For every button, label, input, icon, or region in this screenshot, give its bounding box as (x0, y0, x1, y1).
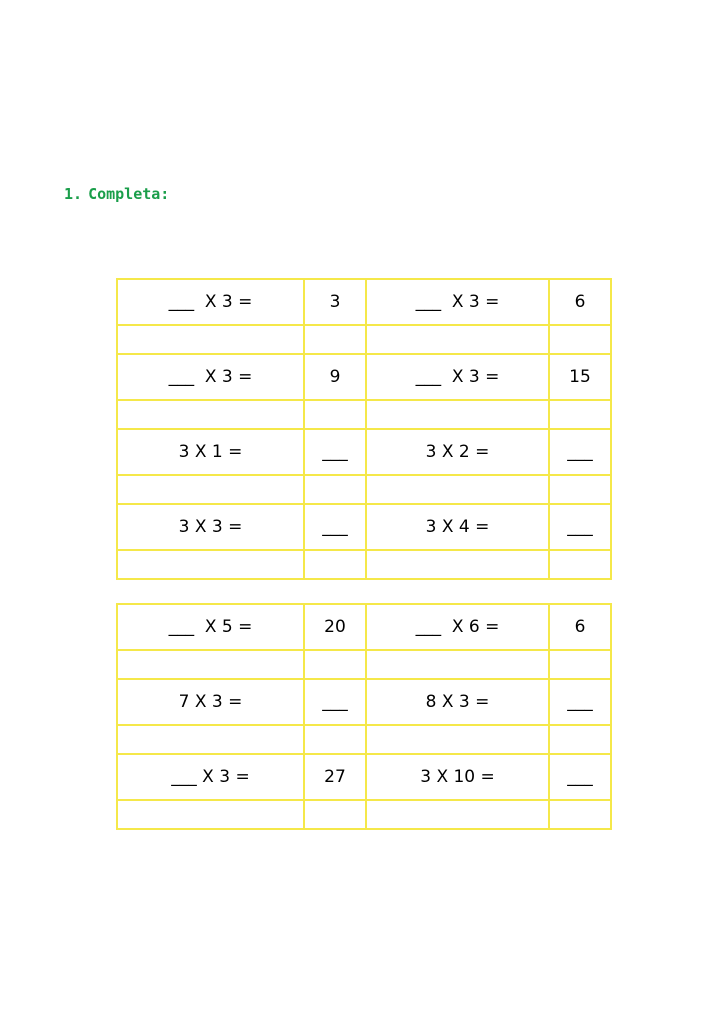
expression-cell: ___ X 6 = (366, 604, 549, 650)
answer-cell: ___ (549, 679, 611, 725)
empty-cell (117, 725, 304, 754)
table-row (117, 354, 611, 400)
empty-cell (366, 800, 549, 829)
expression-cell: 3 X 4 = (366, 504, 549, 550)
empty-cell (117, 800, 304, 829)
spacer-row (117, 325, 611, 354)
multiplication-table-1 (116, 278, 612, 580)
empty-cell (549, 400, 611, 429)
empty-cell (117, 550, 304, 579)
spacer-row (117, 725, 611, 754)
table-row (117, 604, 611, 650)
table-row (117, 679, 611, 725)
spacer-row (117, 475, 611, 504)
empty-cell (117, 475, 304, 504)
expression-cell: ___ X 3 = (117, 279, 304, 325)
expression-cell: ___ X 3 = (366, 279, 549, 325)
empty-cell (304, 800, 366, 829)
empty-cell (366, 325, 549, 354)
empty-cell (549, 475, 611, 504)
empty-cell (549, 325, 611, 354)
table-row (117, 754, 611, 800)
answer-cell: 15 (549, 354, 611, 400)
answer-cell: 27 (304, 754, 366, 800)
answer-cell: 9 (304, 354, 366, 400)
expression-cell: 3 X 2 = (366, 429, 549, 475)
empty-cell (117, 325, 304, 354)
empty-cell (304, 725, 366, 754)
spacer-row (117, 400, 611, 429)
empty-cell (117, 400, 304, 429)
empty-cell (366, 725, 549, 754)
empty-cell (117, 650, 304, 679)
exercise-number: 1. (64, 185, 83, 203)
answer-cell: ___ (549, 429, 611, 475)
answer-cell: 20 (304, 604, 366, 650)
spacer-row (117, 650, 611, 679)
expression-cell: 8 X 3 = (366, 679, 549, 725)
empty-cell (366, 400, 549, 429)
empty-cell (549, 725, 611, 754)
empty-cell (366, 550, 549, 579)
expression-cell: ___ X 3 = (366, 354, 549, 400)
empty-cell (304, 475, 366, 504)
exercise-heading (64, 185, 169, 203)
empty-cell (304, 650, 366, 679)
table-row (117, 504, 611, 550)
answer-cell: 3 (304, 279, 366, 325)
empty-cell (304, 325, 366, 354)
empty-cell (304, 550, 366, 579)
expression-cell: 7 X 3 = (117, 679, 304, 725)
empty-cell (549, 800, 611, 829)
exercise-label: Completa: (88, 185, 170, 203)
empty-cell (304, 400, 366, 429)
empty-cell (366, 650, 549, 679)
empty-cell (549, 550, 611, 579)
table-row (117, 429, 611, 475)
expression-cell: 3 X 3 = (117, 504, 304, 550)
answer-cell: ___ (549, 754, 611, 800)
answer-cell: ___ (304, 504, 366, 550)
table-row (117, 279, 611, 325)
expression-cell: ___ X 3 = (117, 354, 304, 400)
answer-cell: 6 (549, 279, 611, 325)
empty-cell (549, 650, 611, 679)
answer-cell: ___ (549, 504, 611, 550)
answer-cell: ___ (304, 679, 366, 725)
empty-cell (366, 475, 549, 504)
expression-cell: 3 X 1 = (117, 429, 304, 475)
answer-cell: 6 (549, 604, 611, 650)
expression-cell: 3 X 10 = (366, 754, 549, 800)
multiplication-table-2 (116, 603, 612, 830)
spacer-row (117, 550, 611, 579)
expression-cell: ___ X 5 = (117, 604, 304, 650)
spacer-row (117, 800, 611, 829)
answer-cell: ___ (304, 429, 366, 475)
expression-cell: ___ X 3 = (117, 754, 304, 800)
